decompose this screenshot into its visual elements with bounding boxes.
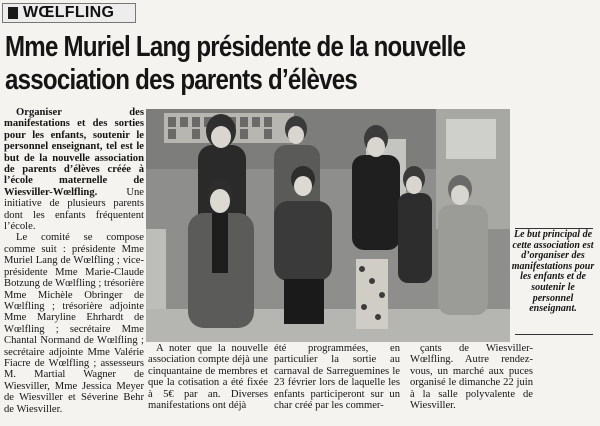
- section-tag: [2, 3, 136, 23]
- intro-rest: Une initiative de plusieurs parents dont les enfants fréquentent l’école.: [4, 186, 144, 233]
- lead-text: Organiser des manifestations et des sorties pour les enfants, soutenir le personnel enseignant, tel est le but de la nouvelle association de parents d’élèves créée à l’école maternelle de Wiesviller-Wœlfling.: [4, 107, 144, 198]
- section-square-icon: [8, 7, 18, 19]
- headline-line-2: association des parents d’élèves: [5, 64, 358, 96]
- group-photo: [146, 109, 510, 342]
- caption-bottom-rule: [515, 334, 593, 335]
- intro-paragraph: [4, 107, 144, 232]
- column-1: [4, 107, 144, 415]
- column-3: été programmées, en particulier la sortie au carnaval de Sarreguemines le 23 février lors de laquelle les enfants participeront sur un char créé par les commer-: [274, 343, 400, 412]
- column-2: A noter que la nouvelle association compte déjà une cinquantaine de membres et que la cotisation a été fixée à 5€ par an. Diverses manifestations ont déjà: [148, 343, 268, 412]
- photo-caption: Le but principal de cette association est d’organiser des manifestations pour les enfants et de soutenir le personnel enseignant.: [511, 229, 595, 315]
- section-label: WŒLFLING: [23, 4, 115, 21]
- headline-line-1: Mme Muriel Lang présidente de la nouvelle: [5, 31, 466, 63]
- column-4: çants de Wiesviller-Wœlfling. Autre rendez-vous, un marché aux puces organisé le dimanche 22 juin à la salle polyvalente de Wiesviller.: [410, 343, 533, 412]
- committee-paragraph: Le comité se compose comme suit : présidente Mme Muriel Lang de Wœlfling ; vice-présidente Mme Marie-Claude Botzung de Wœlfling ; trésorière Mme Michèle Obringer de Wœlfling ; trésorière adjointe Mme Maryline Ehrhardt de Wœlfling ; secrétaire Mme Chantal Normand de Wœlfling ; secrétaire adjointe Mme Valérie Fiacre de Wœlfling ; assesseurs M. Martial Wagner de Wiesviller, Mme Jessica Meyer de Wiesviller et Séverine Behr de Wiesviller.: [4, 232, 144, 415]
- headline: [5, 31, 496, 97]
